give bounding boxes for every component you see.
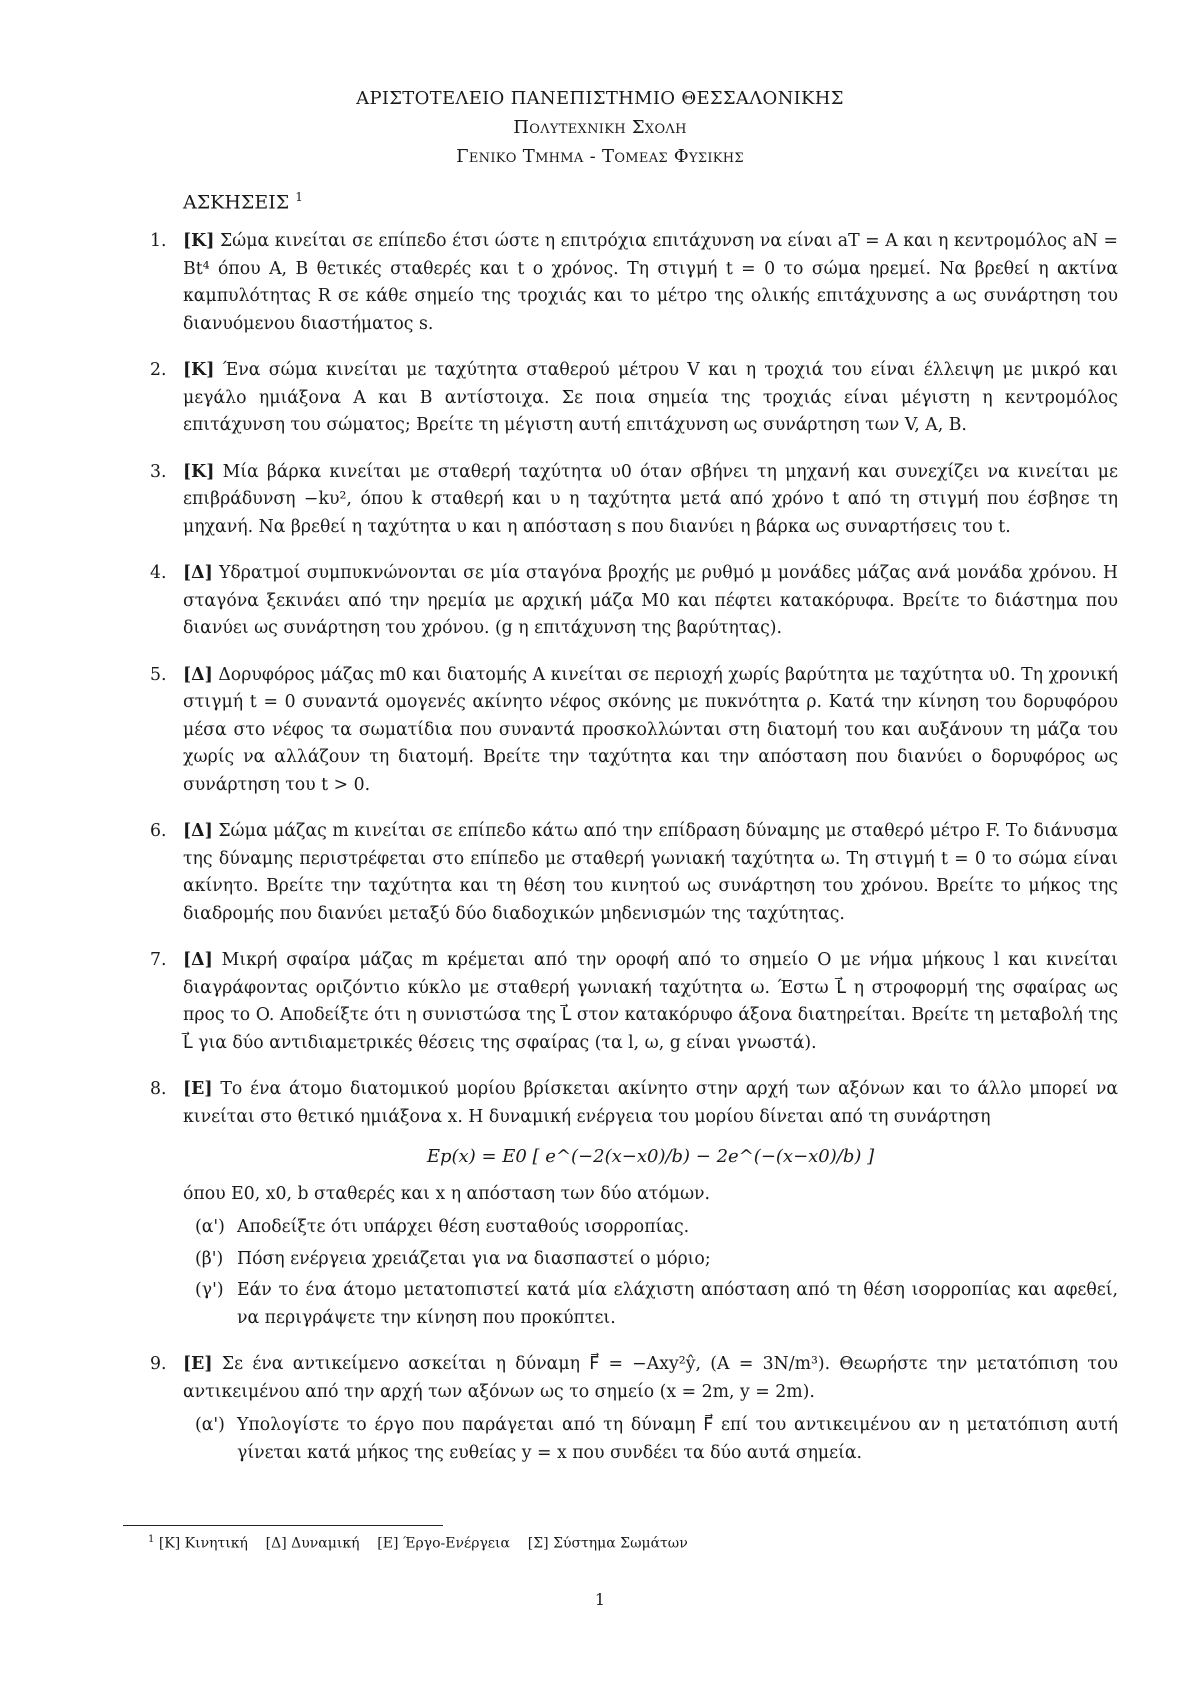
exercise-text: Σώμα κινείται σε επίπεδο έτσι ώστε η επιτρόχια επιτάχυνση να είναι aT = A και η κεντρομόλος aN = Bt⁴ όπου A, B θετικές σταθερές και t ο χρόνος. Τη στιγμή t = 0 το σώμα ηρεμεί. Να βρεθεί η ακτίνα καμπυλότητας R σε κάθε σημείο της τροχιάς και το μέτρο της ολικής επιτάχυνσης a ως συνάρτηση του διανυόμενου διαστήματος s.	[183, 231, 1118, 334]
exercise-item	[150, 560, 1118, 643]
exercise-item	[150, 459, 1118, 542]
exercise-number: 7.	[150, 950, 167, 970]
exercise-text: Μικρή σφαίρα μάζας m κρέμεται από την οροφή από το σημείο O με νήμα μήκους l και κινείται διαγράφοντας οριζόντιο κύκλο με σταθερή γωνιακή ταχύτητα ω. Έστω L⃗ η στροφορμή της σφαίρας ως προς το O. Αποδείξτε ότι η συνιστώσα της L⃗ στον κατακόρυφο άξονα διατηρείται. Βρείτε τη μεταβολή της L⃗ για δύο αντιδιαμετρικές θέσεις της σφαίρας (τα l, ω, g είναι γνωστά).	[183, 950, 1118, 1053]
exercise-tag: [Δ]	[183, 664, 213, 685]
exercise-tag: [K]	[183, 461, 215, 482]
school-name: Πολυτεχνικη Σχολη	[513, 117, 687, 138]
footnote	[148, 1530, 688, 1554]
page-number: 1	[594, 1590, 606, 1609]
exercise-text: Υδρατμοί συμπυκνώνονται σε μία σταγόνα βροχής με ρυθμό μ μονάδες μάζας ανά μονάδα χρόνου. Η σταγόνα ξεκινάει από την ηρεμία με αρχική μάζα M0 και πέφτει κατακόρυφα. Βρείτε το διάστημα που διανύει ως συνάρτηση του χρόνου. (g η επιτάχυνση της βαρύτητας).	[183, 563, 1118, 638]
department-name: Γενικο Τμημα - Τομεας Φυσικης	[456, 146, 744, 167]
exercise-number: 8.	[150, 1079, 167, 1099]
subitem-text: Εάν το ένα άτομο μετατοπιστεί κατά μία ελάχιστη απόσταση από τη θέση ισορροπίας και αφεθεί, να περιγράψετε την κίνηση που προκύπτει.	[237, 1280, 1118, 1328]
formula-explanation: όπου E0, x0, b σταθερές και x η απόσταση των δύο ατόμων.	[183, 1183, 711, 1204]
exercise-text: Δορυφόρος μάζας m0 και διατομής A κινείται σε περιοχή χωρίς βαρύτητα με ταχύτητα υ0. Τη χρονική στιγμή t = 0 συναντά ομογενές ακίνητο νέφος σκόνης με πυκνότητα ρ. Κατά την κίνηση του δορυφόρου μέσα στο νέφος τα σωματίδια που συναντά προσκολλώνται στη διατομή του και αυξάνουν τη μάζα του χωρίς να αλλάζουν τη διατομή. Βρείτε την ταχύτητα και την απόσταση που διανύει ο δορυφόρος ως συνάρτηση του t > 0.	[183, 664, 1118, 795]
footnote-text: [K] Κινητική [Δ] Δυναμική [E] Έργο-Ενέργεια [Σ] Σύστημα Σωμάτων	[158, 1535, 688, 1552]
exercise-tag: [Δ]	[183, 563, 213, 583]
subitem-list	[183, 1214, 1118, 1332]
subitem-text: Υπολογίστε το έργο που παράγεται από τη δύναμη F⃗ επί του αντικειμένου αν η μετατόπιση αυτή γίνεται κατά μήκος της ευθείας y = x που συνδέει τα δύο αυτά σημεία.	[237, 1415, 1118, 1463]
exercise-text: Σε ένα αντικείμενο ασκείται η δύναμη F⃗ = −Axy²ŷ, (A = 3N/m³). Θεωρήστε την μετατόπιση του αντικειμένου από την αρχή των αξόνων ως το σημείο (x = 2m, y = 2m).	[183, 1354, 1118, 1402]
exercise-item	[150, 662, 1118, 800]
exercise-item	[150, 818, 1118, 928]
subitem	[189, 1277, 1118, 1332]
exercise-item	[150, 357, 1119, 440]
footnote-rule	[123, 1525, 443, 1526]
exercise-number: 3.	[150, 461, 167, 482]
section-title	[183, 190, 303, 213]
exercise-number: 2.	[150, 360, 167, 380]
exercise-item	[150, 947, 1118, 1057]
exercise-item	[150, 1351, 1118, 1467]
subitem-text: Πόση ενέργεια χρειάζεται για να διασπαστεί ο μόριο;	[237, 1248, 711, 1269]
exercise-item	[150, 228, 1118, 338]
exercise-number: 9.	[150, 1354, 167, 1374]
exercise-text: Μία βάρκα κινείται με σταθερή ταχύτητα υ0 όταν σβήνει τη μηχανή και συνεχίζει να κινείται με επιβράδυνση −kυ², όπου k σταθερή και υ η ταχύτητα μετά από χρόνο t από τη στιγμή που έσβησε τη μηχανή. Να βρεθεί η ταχύτητα υ και η απόσταση s που διανύει η βάρκα ως συναρτήσεις του t.	[183, 461, 1118, 537]
subitem-label: (α')	[195, 1415, 225, 1435]
subitem-text: Αποδείξτε ότι υπάρχει θέση ευσταθούς ισορροπίας.	[237, 1217, 690, 1237]
subitem-list	[183, 1412, 1118, 1467]
exercise-number: 5.	[150, 664, 167, 685]
exercise-text: Ένα σώμα κινείται με ταχύτητα σταθερού μέτρου V και η τροχιά του είναι έλλειψη με μικρό και μεγάλο ημιάξονα A και B αντίστοιχα. Σε ποια σημεία της τροχιάς είναι μέγιστη η κεντρομόλος επιτάχυνση του σώματος; Βρείτε τη μέγιστη αυτή επιτάχυνση ως συνάρτηση των V, A, B.	[183, 360, 1119, 435]
exercise-list	[150, 228, 1119, 1486]
section-title-text: ΑΣΚΗΣΕΙΣ	[183, 191, 290, 214]
document-header	[0, 84, 1200, 171]
footnote-marker: 1	[295, 190, 303, 204]
exercise-text: Σώμα μάζας m κινείται σε επίπεδο κάτω από την επίδραση δύναμης με σταθερό μέτρο F. Το διάνυσμα της δύναμης περιστρέφεται στο επίπεδο με σταθερή γωνιακή ταχύτητα ω. Τη στιγμή t = 0 το σώμα είναι ακίνητο. Βρείτε την ταχύτητα και τη θέση του κινητού ως συνάρτηση του χρόνου. Βρείτε το μήκος της διαδρομής που διανύει μεταξύ δύο διαδοχικών μηδενισμών της ταχύτητας.	[183, 821, 1118, 924]
exercise-number: 6.	[150, 821, 167, 841]
exercise-tag: [E]	[183, 1079, 213, 1099]
exercise-number: 1.	[150, 231, 167, 251]
exercise-tag: [Δ]	[183, 821, 213, 841]
subitem	[189, 1412, 1118, 1467]
exercise-tag: [Δ]	[183, 950, 213, 970]
exercise-tag: [E]	[183, 1354, 213, 1374]
subitem	[189, 1214, 1118, 1242]
exercise-item	[150, 1076, 1118, 1332]
university-name: ΑΡΙΣΤΟΤΕΛΕΙΟ ΠΑΝΕΠΙΣΤΗΜΙΟ ΘΕΣΣΑΛΟΝΙΚΗΣ	[356, 88, 844, 109]
subitem-label: (β')	[195, 1248, 224, 1269]
subitem-label: (γ')	[195, 1280, 224, 1300]
exercise-number: 4.	[150, 563, 167, 583]
exercise-text: Το ένα άτομο διατομικού μορίου βρίσκεται ακίνητο στην αρχή των αξόνων και το άλλο μπορεί να κινείται στο θετικό ημιάξονα x. Η δυναμική ενέργεια του μορίου δίνεται από τη συνάρτηση	[183, 1079, 1118, 1127]
exercise-tag: [K]	[183, 231, 215, 251]
subitem	[189, 1246, 1118, 1274]
footnote-mark: 1	[148, 1534, 155, 1545]
exercise-tag: [K]	[183, 360, 215, 380]
potential-energy-formula: Ep(x) = E0 [ e^(−2(x−x0)/b) − 2e^(−(x−x0)/b) ]	[426, 1146, 875, 1167]
subitem-label: (α')	[195, 1217, 225, 1237]
